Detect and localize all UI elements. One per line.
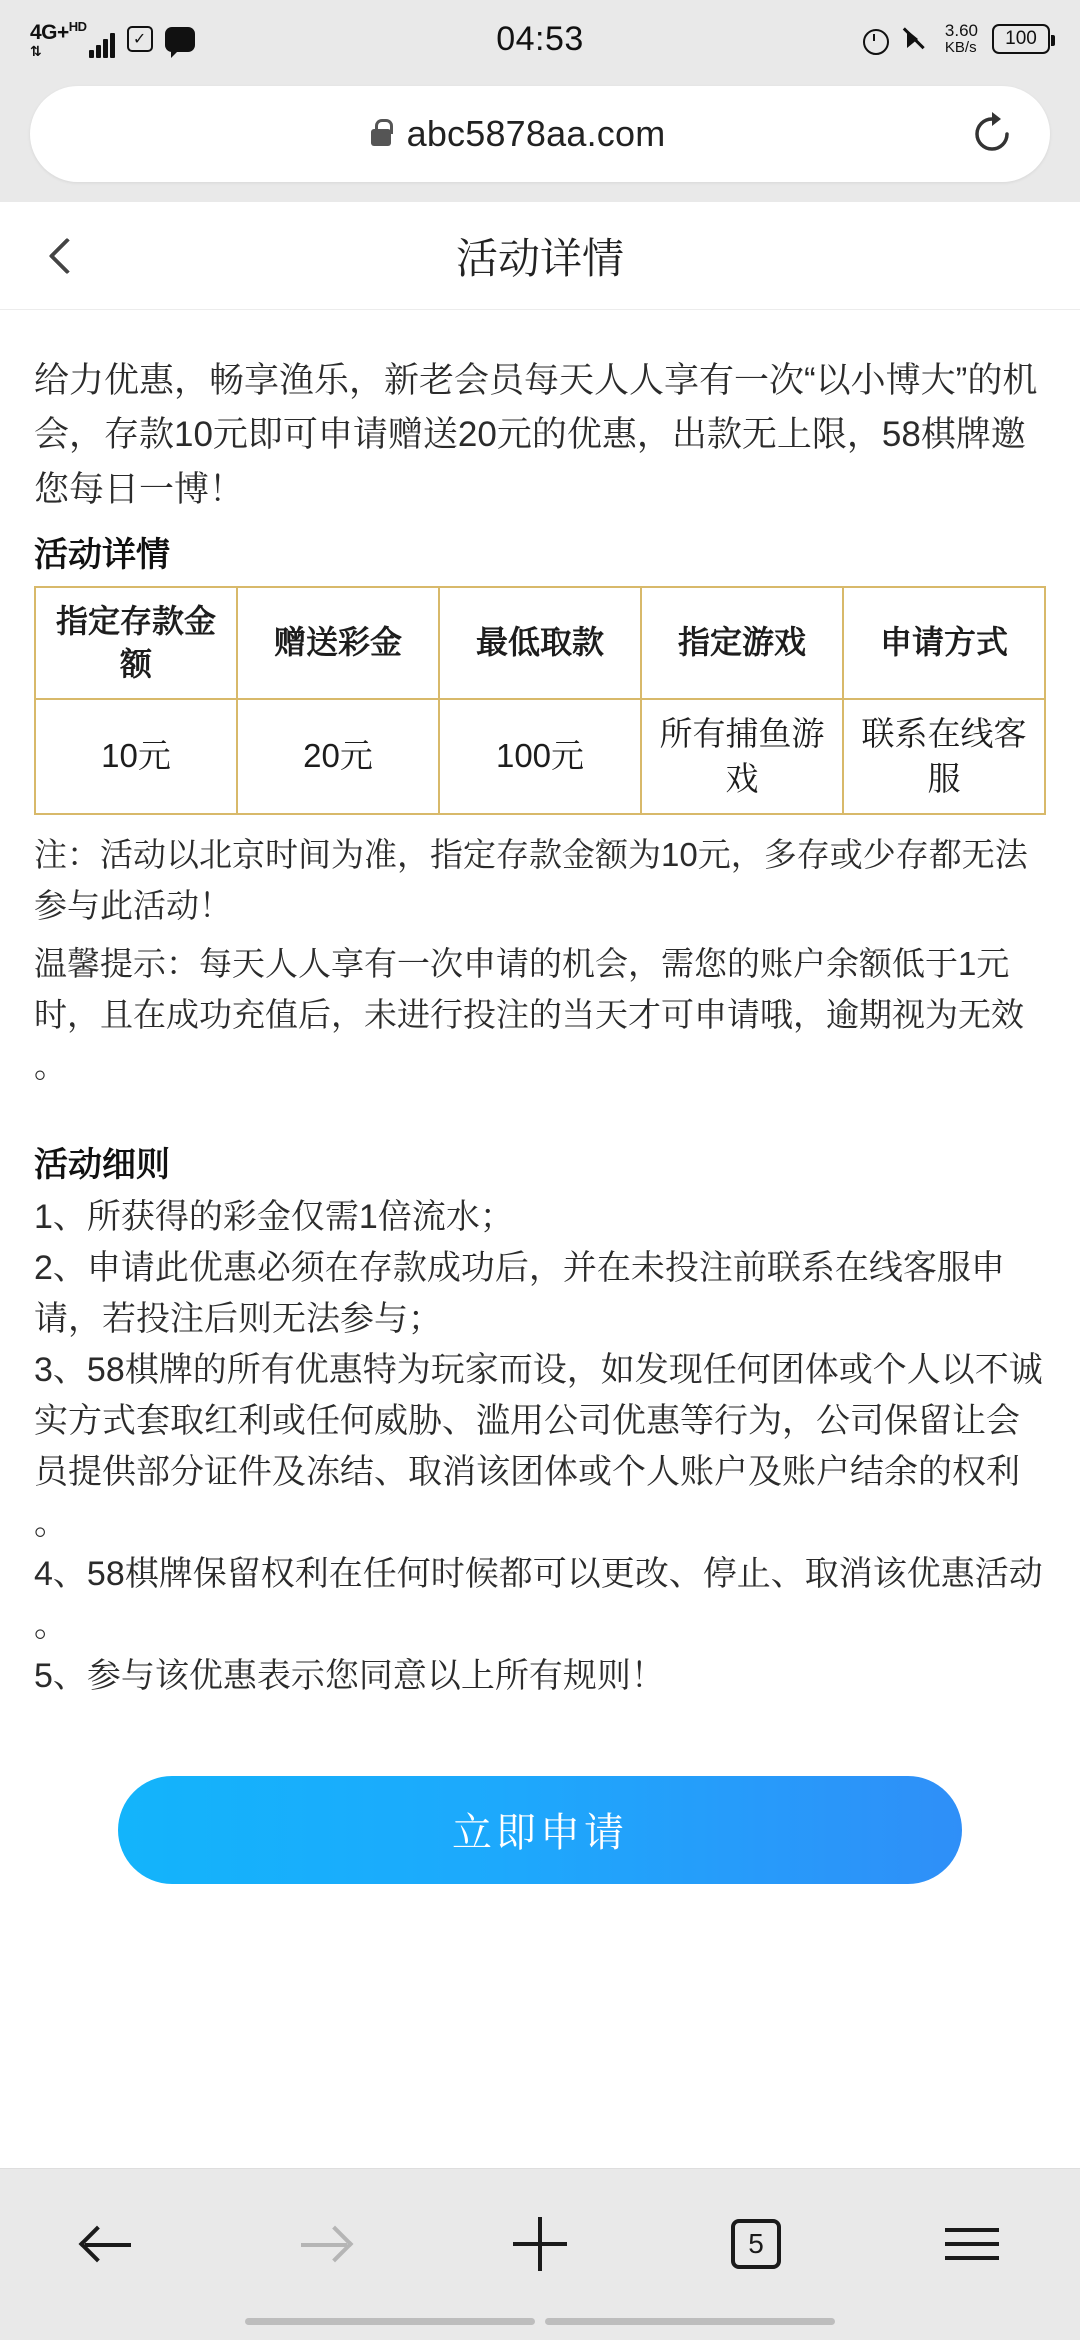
table-header-cell: 指定游戏 (641, 587, 843, 699)
table-header-cell: 申请方式 (843, 587, 1045, 699)
page-title: 活动详情 (455, 234, 624, 282)
browser-tabs-button[interactable] (701, 2209, 811, 2279)
table-cell: 10元 (35, 699, 237, 814)
tab-count-icon (731, 2219, 781, 2269)
forward-arrow-icon (297, 2217, 351, 2271)
promo-note-text: 注：活动以北京时间为准，指定存款金额为10元，多存或少存都无法参与此活动！ (34, 836, 1028, 925)
promo-table (34, 586, 1046, 815)
url-display[interactable] (66, 113, 970, 155)
rule-item: 2、申请此优惠必须在存款成功后，并在未投注前联系在线客服申请，若投注后则无法参与； (34, 1248, 1005, 1338)
table-row (35, 699, 1045, 814)
table-cell: 联系在线客服 (843, 699, 1045, 814)
page-content (0, 310, 1080, 2168)
section-title-details: 活动详情 (34, 535, 170, 574)
alarm-icon (861, 25, 889, 53)
section-title-rules: 活动细则 (34, 1145, 170, 1184)
data-speed-value: 3.60 (944, 21, 978, 41)
sim-signal-icon: 4G+$^{HD}$ ⇅ (30, 20, 115, 58)
data-speed-unit: KB/s (944, 39, 977, 57)
plus-icon (513, 2217, 567, 2271)
mute-icon (903, 25, 931, 53)
browser-toolbar (0, 78, 1080, 202)
gesture-hint-bar (0, 2318, 1080, 2340)
sd-card-icon: ✓ (127, 26, 153, 52)
table-header-row (35, 587, 1045, 699)
table-header-cell: 最低取款 (439, 587, 641, 699)
rule-item: 4、58棋牌保留权利在任何时候都可以更改、停止、取消该优惠活动 。 (34, 1554, 1043, 1644)
browser-new-tab-button[interactable] (485, 2209, 595, 2279)
browser-back-button[interactable] (53, 2209, 163, 2279)
table-cell: 100元 (439, 699, 641, 814)
status-bar-clock: 04:53 (496, 19, 584, 58)
browser-bottom-nav (0, 2168, 1080, 2318)
table-cell: 20元 (237, 699, 439, 814)
network-hd-label: HD (68, 19, 87, 34)
table-cell: 所有捕鱼游戏 (641, 699, 843, 814)
tab-count-label: 5 (748, 2227, 764, 2259)
lock-icon (371, 129, 391, 146)
hamburger-menu-icon (945, 2218, 999, 2270)
rule-item: 1、所获得的彩金仅需1倍流水； (34, 1197, 514, 1236)
page-header (0, 202, 1080, 310)
cta-container (34, 1702, 1046, 1884)
battery-level-label: 100 (1005, 28, 1037, 49)
gesture-bar-right (545, 2318, 835, 2325)
promo-tip-text: 温馨提示：每天人人享有一次申请的机会，需您的账户余额低于1元时，且在成功充值后，未进行投注的当天才可申请哦，逾期视为无效 。 (34, 944, 1024, 1084)
browser-forward-button[interactable] (269, 2209, 379, 2279)
promo-intro-text: 给力优惠，畅享渔乐，新老会员每天人人享有一次“以小博大”的机会，存款10元即可申请赠送20元的优惠，出款无上限，58棋牌邀您每日一博！ (34, 361, 1038, 509)
table-header-cell: 赠送彩金 (237, 587, 439, 699)
url-bar[interactable] (30, 86, 1050, 182)
back-arrow-icon (81, 2217, 135, 2271)
url-text: abc5878aa.com (406, 113, 666, 154)
battery-icon (992, 24, 1050, 54)
rule-item: 5、参与该优惠表示您同意以上所有规则！ (34, 1656, 665, 1695)
apply-now-button[interactable]: 立即申请 (118, 1776, 962, 1884)
status-bar (0, 0, 1080, 78)
gesture-bar-left (245, 2318, 535, 2325)
reload-icon[interactable] (970, 112, 1014, 156)
table-header-cell: 指定存款金额 (35, 587, 237, 699)
browser-menu-button[interactable] (917, 2209, 1027, 2279)
network-type-label: 4G+ (30, 21, 69, 44)
rule-item: 3、58棋牌的所有优惠特为玩家而设，如发现任何团体或个人以不诚实方式套取红利或任何威胁、滥用公司优惠等行为，公司保留让会员提供部分证件及冻结、取消该团体或个人账户及账户结余的权利 。 (34, 1350, 1043, 1542)
